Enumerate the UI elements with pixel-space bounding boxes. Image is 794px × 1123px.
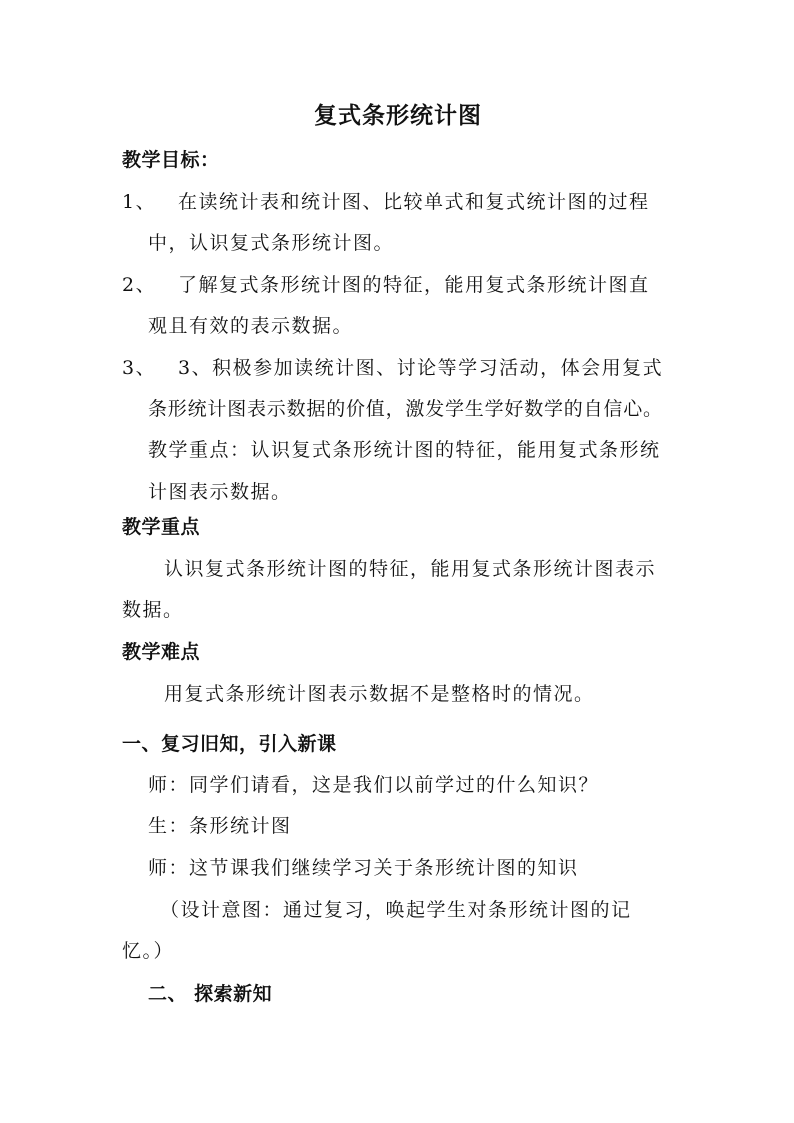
difficulty-heading: 教学难点 [122, 641, 201, 663]
key-point-text-continued: 数据。 [122, 599, 184, 621]
key-point-note-continued: 计图表示数据。 [148, 481, 292, 503]
objectives-heading: 教学目标： [122, 149, 220, 171]
document-title: 复式条形统计图 [314, 102, 482, 129]
key-point-text: 认识复式条形统计图的特征，能用复式条形统计图表示 [164, 558, 657, 580]
difficulty-text: 用复式条形统计图表示数据不是整格时的情况。 [164, 683, 595, 705]
objective-text: 在读统计表和统计图、比较单式和复式统计图的过程 [178, 191, 650, 213]
objective-text-continued: 观且有效的表示数据。 [148, 315, 354, 337]
section-heading: 二、 探索新知 [148, 983, 273, 1005]
dialogue-line: 师：这节课我们继续学习关于条形统计图的知识 [148, 857, 579, 879]
objective-number: 2、 [122, 274, 157, 296]
design-intent-continued: 忆。） [122, 940, 175, 962]
objective-number: 3、 [122, 357, 157, 379]
key-point-note: 教学重点：认识复式条形统计图的特征，能用复式条形统 [148, 439, 661, 461]
dialogue-line: 生：条形统计图 [148, 815, 292, 837]
objective-text: 了解复式条形统计图的特征，能用复式条形统计图直 [178, 274, 650, 296]
objective-text-continued: 条形统计图表示数据的价值，激发学生学好数学的自信心。 [148, 398, 663, 420]
objective-number: 1、 [122, 191, 157, 213]
objective-text: 3、积极参加读统计图、讨论等学习活动，体会用复式 [178, 357, 664, 379]
section-heading: 一、复习旧知，引入新课 [122, 733, 337, 755]
key-point-heading: 教学重点 [122, 516, 201, 538]
dialogue-line: 师：同学们请看，这是我们以前学过的什么知识？ [148, 774, 600, 796]
objective-text-continued: 中，认识复式条形统计图。 [148, 232, 395, 254]
design-intent: （设计意图：通过复习，唤起学生对条形统计图的记 [160, 899, 632, 921]
